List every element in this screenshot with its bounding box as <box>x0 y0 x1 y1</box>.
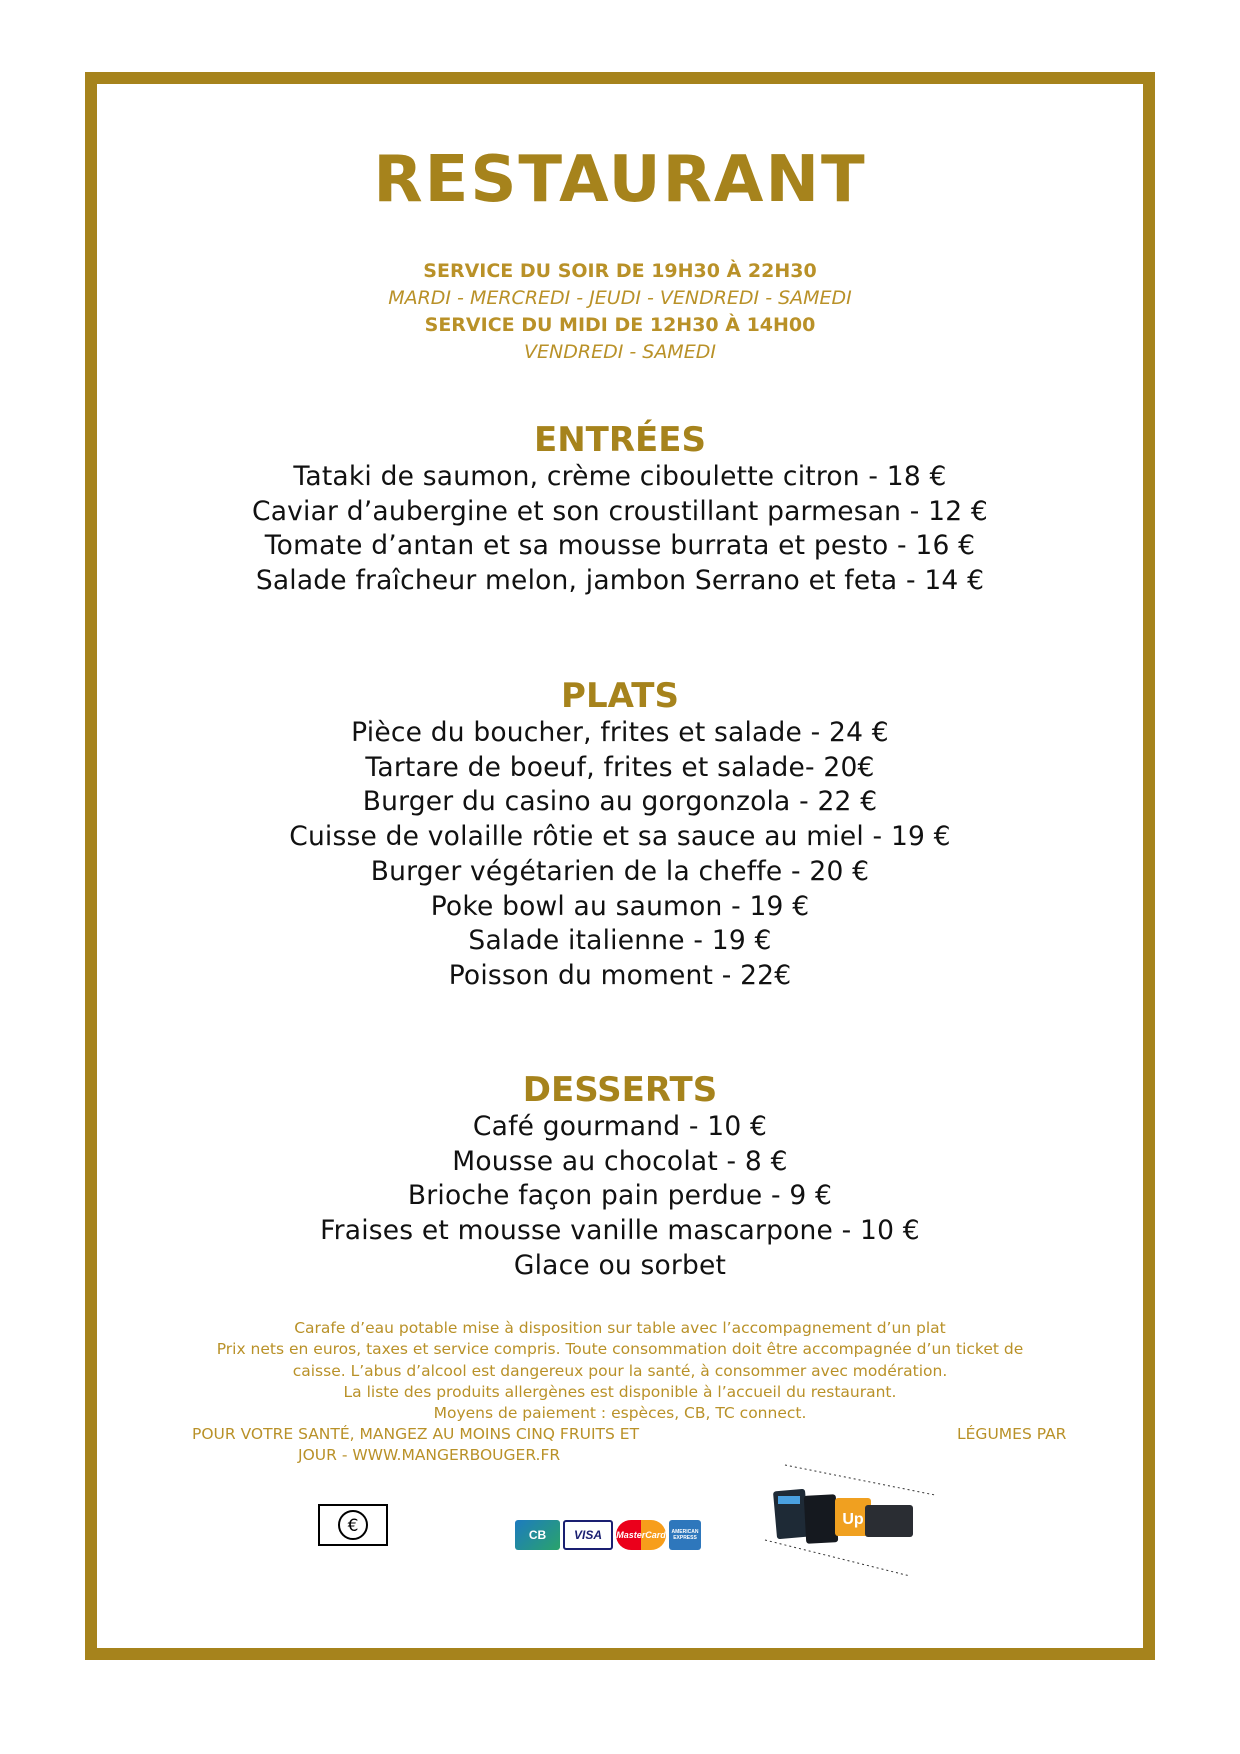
menu-item: Fraises et mousse vanille mascarpone - 10 € <box>320 1215 920 1247</box>
section-heading-desserts: DESSERTS <box>522 1070 718 1110</box>
service-hours <box>0 258 1240 366</box>
menu-item: Cuisse de volaille rôtie et sa sauce au miel - 19 € <box>289 821 951 853</box>
menu-item: Mousse au chocolat - 8 € <box>452 1145 788 1177</box>
cash-payment-box <box>318 1504 388 1546</box>
amex-card-logo: AMERICAN EXPRESS <box>669 1520 701 1550</box>
card-logos <box>515 1520 701 1550</box>
euro-symbol: € <box>347 1516 359 1536</box>
menu-item: Poisson du moment - 22€ <box>448 959 792 991</box>
lunch-service: SERVICE DU MIDI DE 12H30 À 14H00 <box>424 314 816 336</box>
cb-card-logo: CB <box>515 1520 560 1550</box>
up-card-label: Up <box>842 1511 864 1528</box>
evening-service: SERVICE DU SOIR DE 19H30 À 22H30 <box>423 260 817 282</box>
tc-connect-cards <box>760 1460 940 1580</box>
menu-item: Tataki de saumon, crème ciboulette citron - 18 € <box>293 461 947 492</box>
menu-item: Glace ou sorbet <box>513 1249 727 1281</box>
footer-line: caisse. L’abus d’alcool est dangereux pour la santé, à consommer avec modération. <box>292 1361 948 1380</box>
tc-cards-illustration <box>760 1460 940 1580</box>
mastercard-logo: MasterCard <box>616 1520 666 1550</box>
section-plats <box>0 676 1240 994</box>
menu-item: Café gourmand - 10 € <box>472 1111 768 1142</box>
page-title: RESTAURANT <box>373 143 867 217</box>
visa-card-logo: VISA <box>563 1520 613 1550</box>
menu-item: Caviar d’aubergine et son croustillant parmesan - 12 € <box>252 495 988 527</box>
health-notice-url: JOUR - WWW.MANGERBOUGER.FR <box>298 1446 561 1464</box>
menu-item: Tomate d’antan et sa mousse burrata et pesto - 16 € <box>264 530 976 562</box>
evening-days: MARDI - MERCREDI - JEUDI - VENDREDI - SAMEDI <box>388 287 852 309</box>
menu-item: Burger végétarien de la cheffe - 20 € <box>370 855 870 887</box>
menu-item: Salade fraîcheur melon, jambon Serrano et feta - 14 € <box>255 565 985 597</box>
section-entrees <box>0 420 1240 599</box>
menu-item: Salade italienne - 19 € <box>468 925 772 957</box>
menu-item: Pièce du boucher, frites et salade - 24 € <box>351 717 889 748</box>
footer-notes <box>0 1318 1240 1424</box>
footer-line: Prix nets en euros, taxes et service compris. Toute consommation doit être accompagnée d’un ticket de <box>216 1340 1024 1359</box>
footer-line: La liste des produits allergènes est disponible à l’accueil du restaurant. <box>343 1382 897 1401</box>
menu-item: Tartare de boeuf, frites et salade- 20€ <box>365 751 875 783</box>
footer-line: Carafe d’eau potable mise à disposition sur table avec l’accompagnement d’un plat <box>294 1319 946 1337</box>
menu-item: Burger du casino au gorgonzola - 22 € <box>362 786 878 818</box>
euro-coin-icon <box>336 1508 370 1542</box>
footer-line: Moyens de paiement : espèces, CB, TC connect. <box>433 1404 807 1423</box>
section-desserts <box>0 1070 1240 1284</box>
menu-item: Brioche façon pain perdue - 9 € <box>407 1180 833 1212</box>
section-heading-plats: PLATS <box>561 676 679 716</box>
health-notice-left: POUR VOTRE SANTÉ, MANGEZ AU MOINS CINQ FRUITS ET <box>192 1425 640 1443</box>
menu-item: Poke bowl au saumon - 19 € <box>430 890 810 922</box>
lunch-days: VENDREDI - SAMEDI <box>524 341 716 363</box>
health-notice-right: LÉGUMES PAR <box>957 1425 1067 1443</box>
section-heading-entrees: ENTRÉES <box>534 420 706 460</box>
